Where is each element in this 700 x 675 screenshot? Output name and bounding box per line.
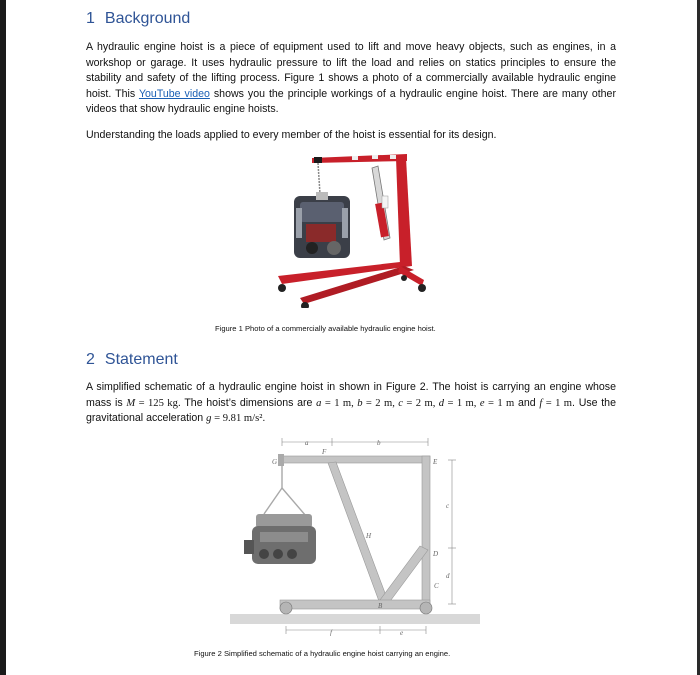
hoist-mast [396, 158, 412, 266]
dim-label-a: a [305, 439, 309, 447]
label-D: D [433, 550, 439, 558]
section-number: 1 [86, 10, 95, 27]
hydraulic-ram-member [328, 462, 388, 604]
section-title: Background [104, 10, 191, 27]
label-G: G [272, 458, 278, 466]
section-number: 2 [86, 351, 95, 368]
rear-wheel [420, 602, 432, 614]
figure-1-caption: Figure 1 Photo of a commercially available hydraulic engine hoist. [215, 324, 436, 333]
front-wheel [280, 602, 292, 614]
figure-1-hoist-photo [272, 148, 432, 308]
dim-label-f: f [330, 629, 332, 636]
statement-paragraph: A simplified schematic of a hydraulic engine hoist in shown in Figure 2. The hoist is carrying an engine whose mass is M = 125 kg. The hoist’s dimensions are a = 1 m, b = 2 m, c = 2 m, d = 1 m, e = 1 m and f = 1 m. Use the gravitational acceleration g = 9.81 m/s². [86, 381, 616, 425]
label-F: F [322, 448, 327, 456]
label-E: E [433, 458, 438, 466]
brace-member [380, 546, 428, 604]
section-1-heading [86, 10, 190, 28]
dim-label-e: e [400, 629, 404, 636]
dim-label-d: d [446, 572, 450, 580]
engine-block [294, 192, 350, 258]
left-page-border [0, 0, 6, 675]
boom-member [280, 456, 430, 463]
mast-member [422, 456, 430, 610]
figure-2-caption: Figure 2 Simplified schematic of a hydraulic engine hoist carrying an engine. [194, 649, 451, 658]
loads-paragraph: Understanding the loads applied to every member of the hoist is essential for its design. [86, 129, 497, 141]
ground [230, 614, 480, 624]
background-paragraph: A hydraulic engine hoist is a piece of equipment used to lift and move heavy objects, such as engines, in a workshop or garage. It uses hydraulic pressure to lift the load and relies on statics principles to ensure the stability and safety of the lifting process. Figure 1 shows a photo of a commercially available hydraulic engine hoist. This YouTube video shows you the principle workings of a hydraulic engine hoist. There are many other videos that show hydraulic engine hoists. [86, 41, 616, 116]
youtube-video-link[interactable]: YouTube video [138, 87, 210, 100]
section-2-heading [86, 351, 178, 369]
dim-label-c: c [446, 502, 450, 510]
base-member [280, 600, 430, 609]
lifting-chain [264, 464, 306, 516]
section-title: Statement [104, 351, 178, 368]
dim-label-b: b [377, 439, 381, 447]
label-B: B [378, 602, 383, 610]
figure-2-schematic [230, 436, 480, 636]
label-C: C [434, 582, 439, 590]
engine-load [244, 514, 316, 564]
label-H: H [366, 532, 372, 540]
